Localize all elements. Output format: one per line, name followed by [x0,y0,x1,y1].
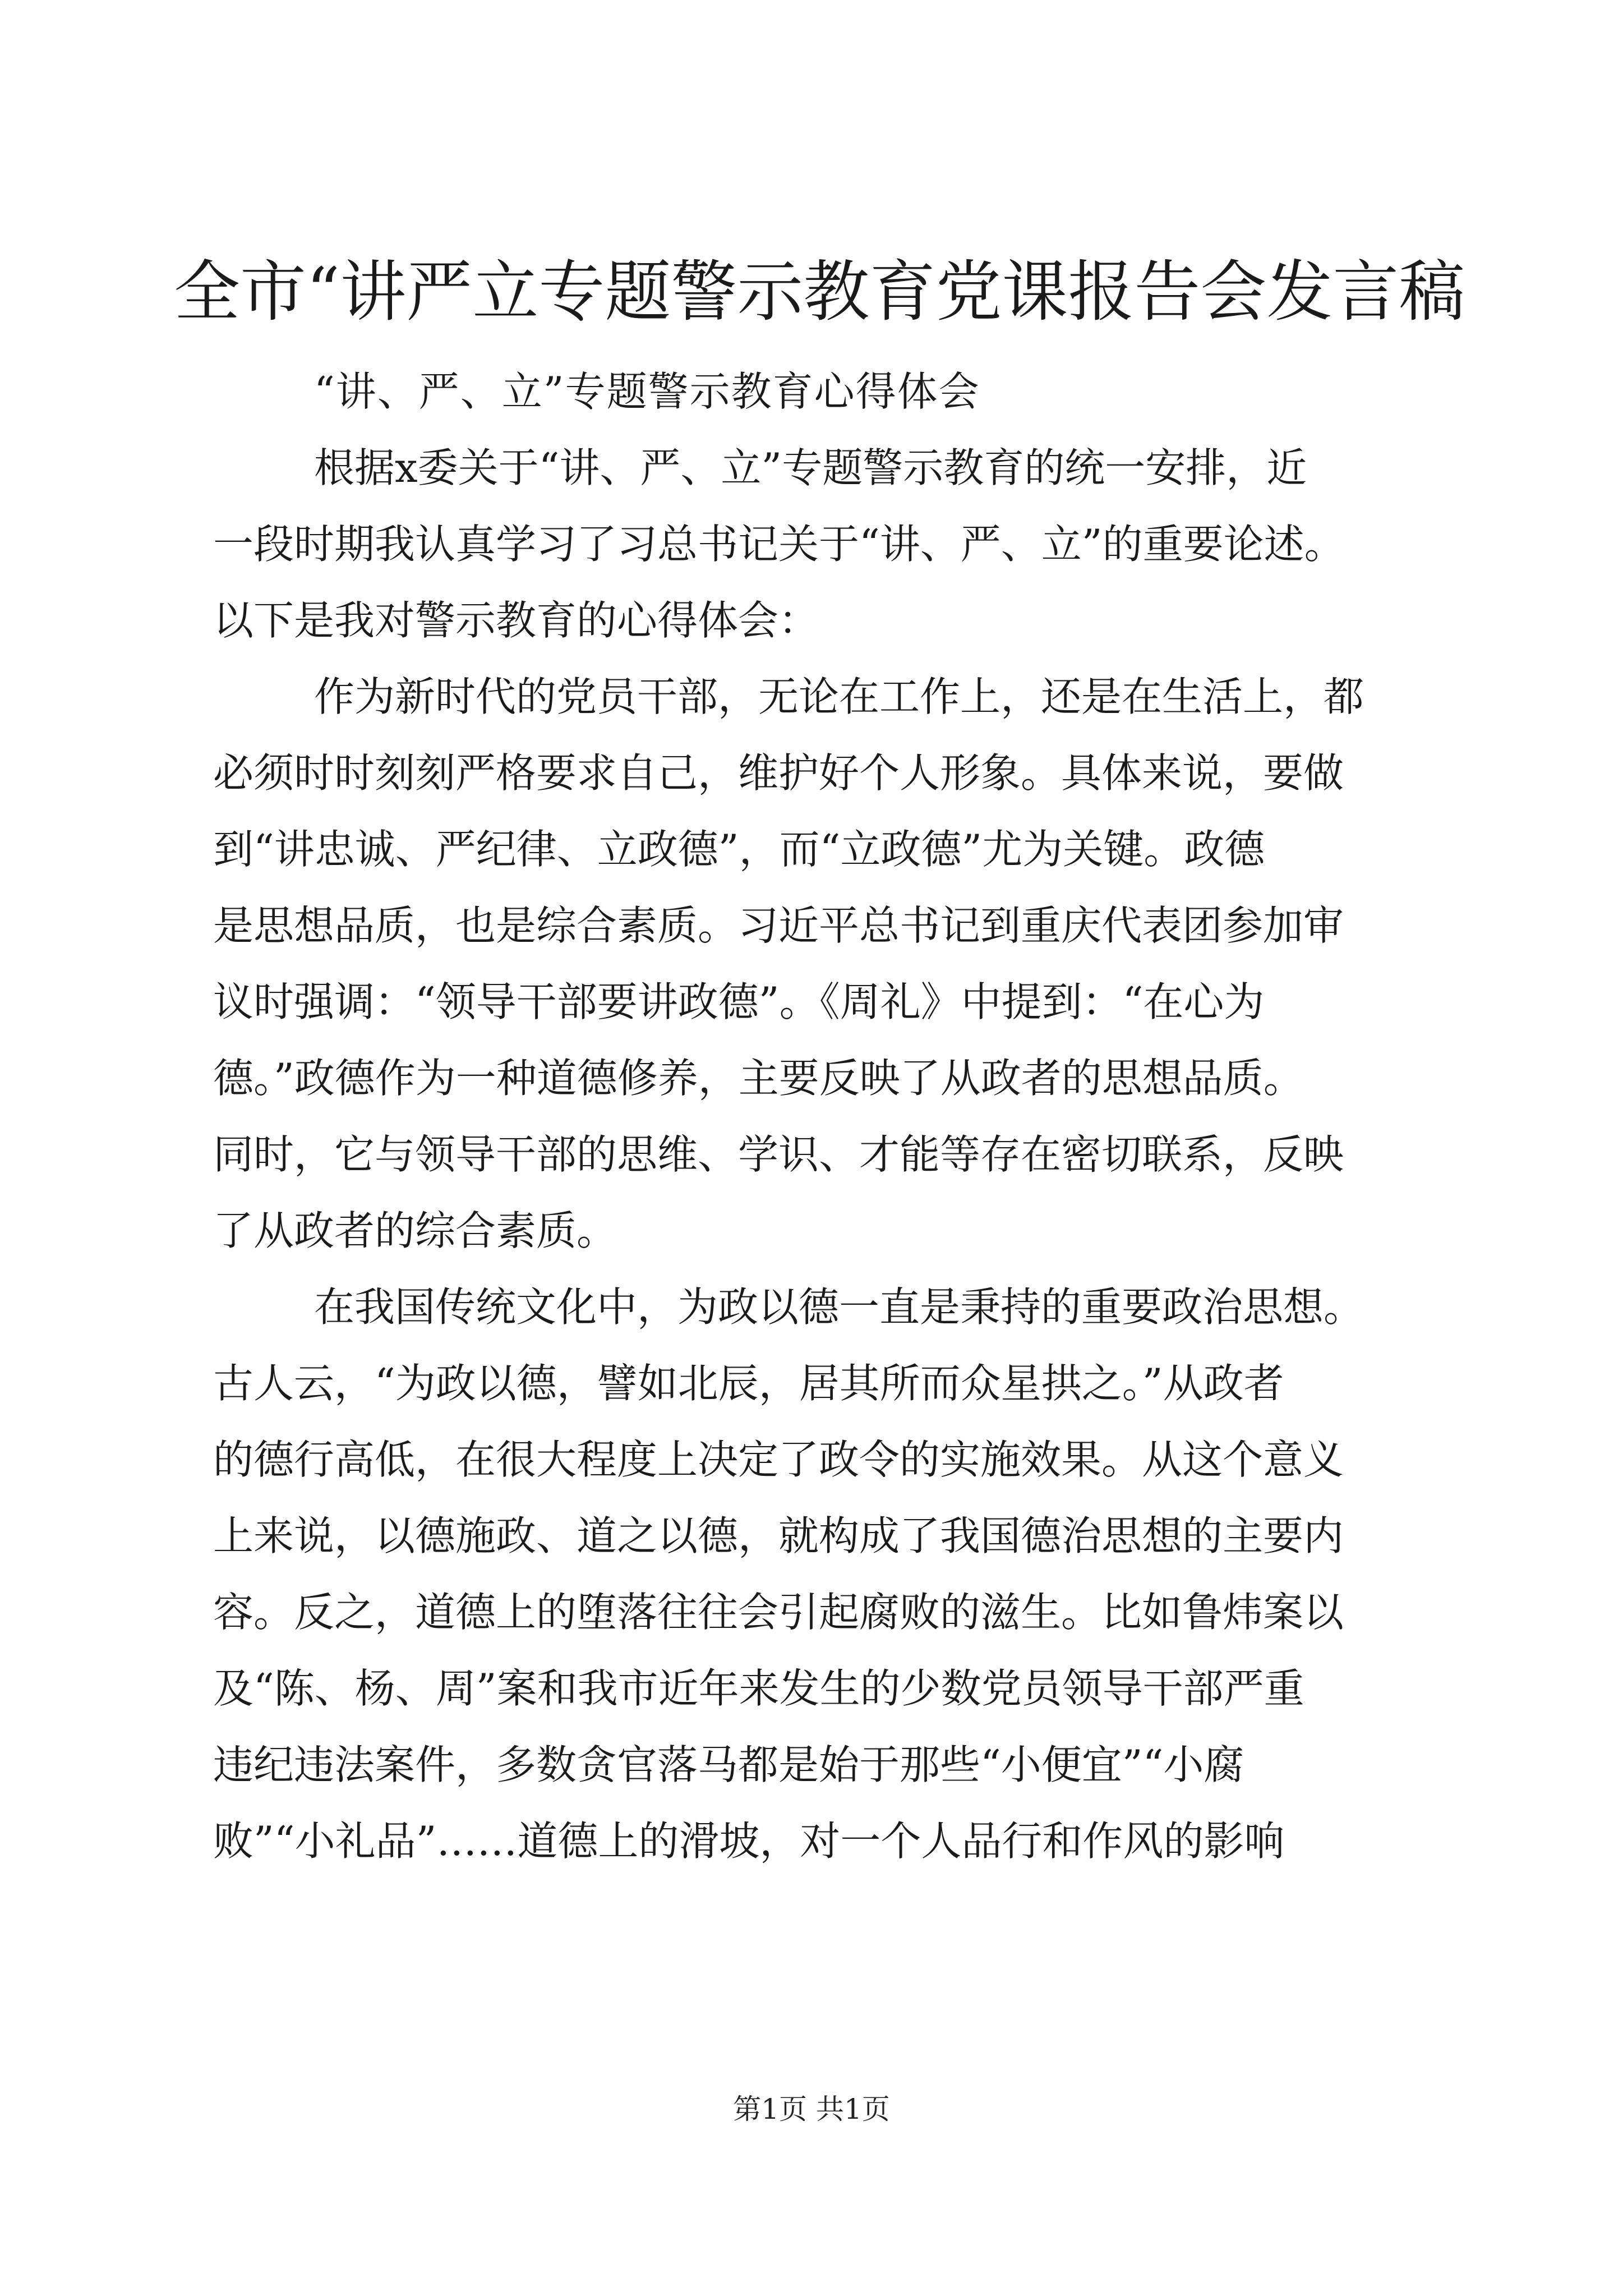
paragraph-line: 根据x委关于“讲、严、立”专题警示教育的统一安排，近 [314,444,1307,491]
paragraph-line: 是思想品质，也是综合素质。习近平总书记到重庆代表团参加审 [213,902,1344,949]
paragraph-line: 作为新时代的党员干部，无论在工作上，还是在生活上，都 [314,673,1364,720]
paragraph-line: 同时，它与领导干部的思维、学识、才能等存在密切联系，反映 [213,1131,1344,1178]
paragraph-line: 在我国传统文化中，为政以德一直是秉持的重要政治思想。 [314,1283,1364,1331]
paragraph-line: 必须时时刻刻严格要求自己，维护好个人形象。具体来说，要做 [213,749,1344,797]
paragraph-line: 的德行高低，在很大程度上决定了政令的实施效果。从这个意义 [213,1436,1344,1483]
paragraph-line: 败”“小礼品”……道德上的滑坡，对一个人品行和作风的影响 [213,1818,1285,1865]
paragraph-line: 及“陈、杨、周”案和我市近年来发生的少数党员领导干部严重 [213,1665,1304,1712]
paragraph-line: 容。反之，道德上的堕落往往会引起腐败的滋生。比如鲁炜案以 [213,1589,1344,1636]
paragraph-1 [213,430,1430,659]
page-footer: 第1页 共1页 [733,2093,890,2125]
paragraph-2 [213,659,1430,1269]
paragraph-line: 到“讲忠诚、严纪律、立政德”，而“立政德”尤为关键。政德 [213,826,1265,873]
paragraph-line: 德。”政德作为一种道德修养，主要反映了从政者的思想品质。 [213,1055,1304,1102]
paragraph-line: 了从政者的综合素质。 [213,1207,617,1254]
paragraph-line: 以下是我对警示教育的心得体会： [213,597,819,644]
document-body [213,353,1430,1879]
document-subtitle: “讲、严、立”专题警示教育心得体会 [314,368,980,415]
paragraph-line: 古人云，“为政以德，譬如北辰，居其所而众星拱之。”从政者 [213,1360,1284,1407]
paragraph-line: 议时强调：“领导干部要讲政德”。《周礼》中提到：“在心为 [213,978,1265,1025]
document-title: 全市“讲严立专题警示教育党课报告会发言稿 [174,253,1465,330]
paragraph-line: 上来说，以德施政、道之以德，就构成了我国德治思想的主要内 [213,1512,1344,1559]
paragraph-line: 违纪违法案件，多数贪官落马都是始于那些“小便宜”“小腐 [213,1741,1244,1788]
paragraph-line: 一段时期我认真学习了习总书记关于“讲、严、立”的重要论述。 [213,521,1345,568]
paragraph-3 [213,1269,1430,1879]
